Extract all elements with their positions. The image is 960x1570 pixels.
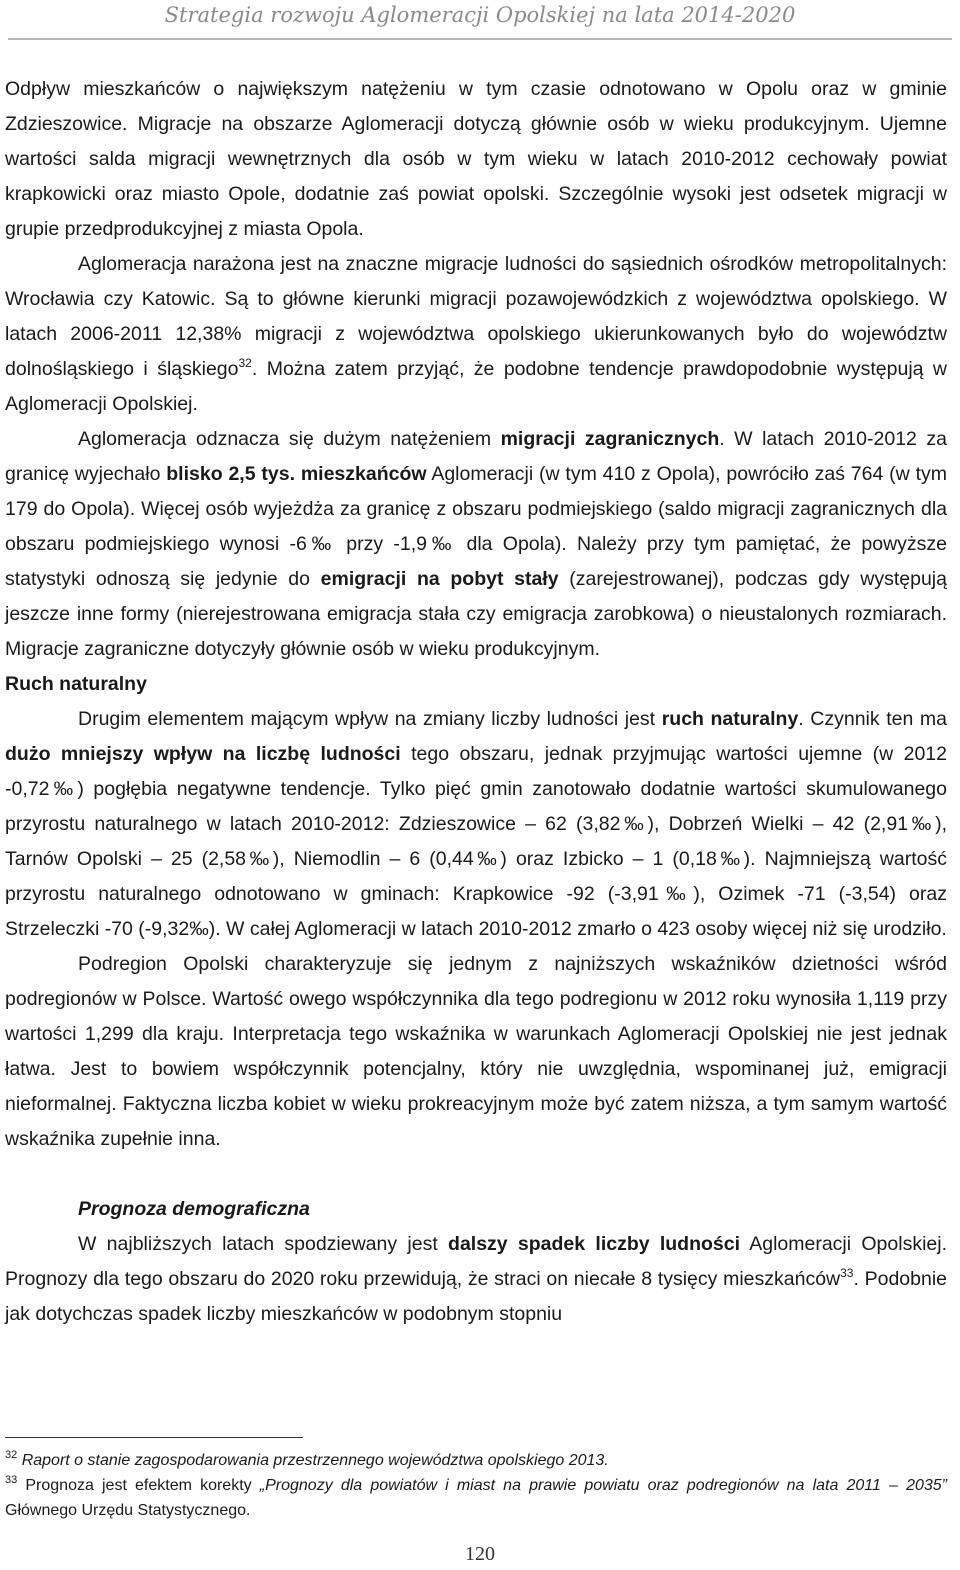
- paragraph-text: . Można zatem przyjąć, że podobne tendencje prawdopodobnie występują w Aglomeracji Opolskiej.: [5, 358, 948, 415]
- bold-phrase: ruch naturalny: [661, 708, 799, 730]
- paragraph-text: . Czynnik ten ma: [798, 708, 947, 730]
- section-heading-prognoza: Prognoza demograficzna: [78, 1198, 310, 1220]
- paragraph-text: Aglomeracji Opolskiej. Prognozy dla tego obszaru do 2020 roku przewidują, że straci on niecałe 8 tysięcy mieszkańców: [5, 1233, 947, 1290]
- bold-phrase: migracji zagranicznych: [500, 428, 720, 450]
- paragraph-text: . W latach 2010-2012 za granicę wyjechało: [5, 428, 947, 485]
- paragraph-natural-movement: [5, 702, 947, 947]
- page-number: 120: [465, 1543, 495, 1565]
- bold-phrase: dalszy spadek liczby ludności: [448, 1233, 741, 1255]
- footnote-title: „Prognozy dla powiatów i miast na prawie powiatu oraz podregionów na lata 2011 – 2035”: [259, 1477, 948, 1494]
- section-heading-ruch-naturalny: Ruch naturalny: [5, 673, 147, 695]
- paragraph-migration-internal: Odpływ mieszkańców o największym natężeniu w tym czasie odnotowano w Opolu oraz w gminie Zdzieszowice. Migracje na obszarze Aglomeracji dotyczą głównie osób w wieku produkcyjnym. Ujemne wartości salda migracji wewnętrznych dla osób w tym wieku w latach 2010-2012 cechowały powiat krapkowicki oraz miasto Opole, dodatnie zaś powiat opolski. Szczególnie wysoki jest odsetek migracji w grupie przedprodukcyjnej z miasta Opola.: [5, 78, 947, 240]
- paragraph-text: W najbliższych latach spodziewany jest: [78, 1233, 449, 1255]
- paragraph-text: Drugim elementem mającym wpływ na zmiany liczby ludności jest: [78, 708, 662, 730]
- paragraph-forecast: [5, 1227, 947, 1332]
- bold-phrase: emigracji na pobyt stały: [320, 568, 559, 590]
- paragraph-metropolitan-migration: [5, 247, 947, 422]
- footnote-32: [5, 1448, 947, 1473]
- paragraph-text: Aglomeracja odznacza się dużym natężeniem: [78, 428, 501, 450]
- footnote-text: Prognoza jest efektem korekty: [17, 1477, 260, 1494]
- bold-phrase: blisko 2,5 tys. mieszkańców: [166, 463, 427, 485]
- paragraph-text: . Podobnie jak dotychczas spadek liczby mieszkańców w podobnym stopniu: [5, 1268, 947, 1325]
- footnote-separator: [5, 1437, 303, 1438]
- bold-phrase: dużo mniejszy wpływ na liczbę ludności: [5, 743, 401, 765]
- footnote-text: Głównego Urzędu Statystycznego.: [5, 1502, 251, 1519]
- paragraph-foreign-migration: [5, 422, 947, 667]
- paragraph-text: Aglomeracji (w tym 410 z Opola), powróciło zaś 764 (w tym 179 do Opola). Więcej osób wyjeżdża za granicę z obszaru podmiejskiego (saldo migracji zagranicznych dla obszaru podmiejskiego wynosi -6‰ przy -1,9‰ dla Opola). Należy przy tym pamiętać, że powyższe statystyki odnoszą się jedynie do: [5, 463, 947, 590]
- footnote-ref-33[interactable]: 33: [840, 1266, 854, 1280]
- paragraph-text: (zarejestrowanej), podczas gdy występują jeszcze inne formy (nierejestrowana emigracja stała czy emigracja zarobkowa) o nieustalonych rozmiarach. Migracje zagraniczne dotyczyły głównie osób w wieku produkcyjnym.: [5, 568, 947, 660]
- footnote-number: 32: [5, 1449, 18, 1461]
- body-text: [5, 72, 947, 1332]
- footnote-number: 33: [5, 1474, 18, 1486]
- footnote-text: Raport o stanie zagospodarowania przestrzennego województwa opolskiego 2013.: [21, 1452, 609, 1469]
- paragraph-text: Aglomeracja narażona jest na znaczne migracje ludności do sąsiednich ośrodków metropolitalnych: Wrocławia czy Katowic. Są to główne kierunki migracji pozawojewódzkich z województwa opolskiego. W latach 2006-2011 12,38% migracji z województwa opolskiego ukierunkowanych było do województw dolnośląskiego i śląskiego: [5, 253, 947, 380]
- running-header: Strategia rozwoju Aglomeracji Opolskiej na lata 2014-2020: [164, 3, 796, 27]
- paragraph-text: tego obszaru, jednak przyjmując wartości ujemne (w 2012 -0,72‰) pogłębia negatywne tendencje. Tylko pięć gmin zanotowało dodatnie wartości skumulowanego przyrostu naturalnego w latach 2010-2012: Zdzieszowice – 62 (3,82‰), Dobrzeń Wielki – 42 (2,91‰), Tarnów Opolski – 25 (2,58‰), Niemodlin – 6 (0,44‰) oraz Izbicko – 1 (0,18‰). Najmniejszą wartość przyrostu naturalnego odnotowano w gminach: Krapkowice -92 (-3,91‰), Ozimek -71 (-3,54) oraz Strzeleczki -70 (-9,32‰). W całej Aglomeracji w latach 2010-2012 zmarło o 423 osoby więcej niż się urodziło.: [5, 743, 947, 940]
- header-rule: [8, 38, 952, 40]
- footnotes: [5, 1448, 947, 1523]
- paragraph-fertility: Podregion Opolski charakteryzuje się jednym z najniższych wskaźników dzietności wśród podregionów w Polsce. Wartość owego współczynnika dla tego podregionu w 2012 roku wynosiła 1,119 przy wartości 1,299 dla kraju. Interpretacja tego wskaźnika w warunkach Aglomeracji Opolskiej nie jest jednak łatwa. Jest to bowiem współczynnik potencjalny, który nie uwzględnia, wspominanej już, emigracji nieformalnej. Faktyczna liczba kobiet w wieku prokreacyjnym może być zatem niższa, a tym samym wartość wskaźnika zupełnie inna.: [5, 953, 947, 1150]
- footnote-ref-32[interactable]: 32: [238, 356, 252, 370]
- footnote-33: [5, 1473, 947, 1523]
